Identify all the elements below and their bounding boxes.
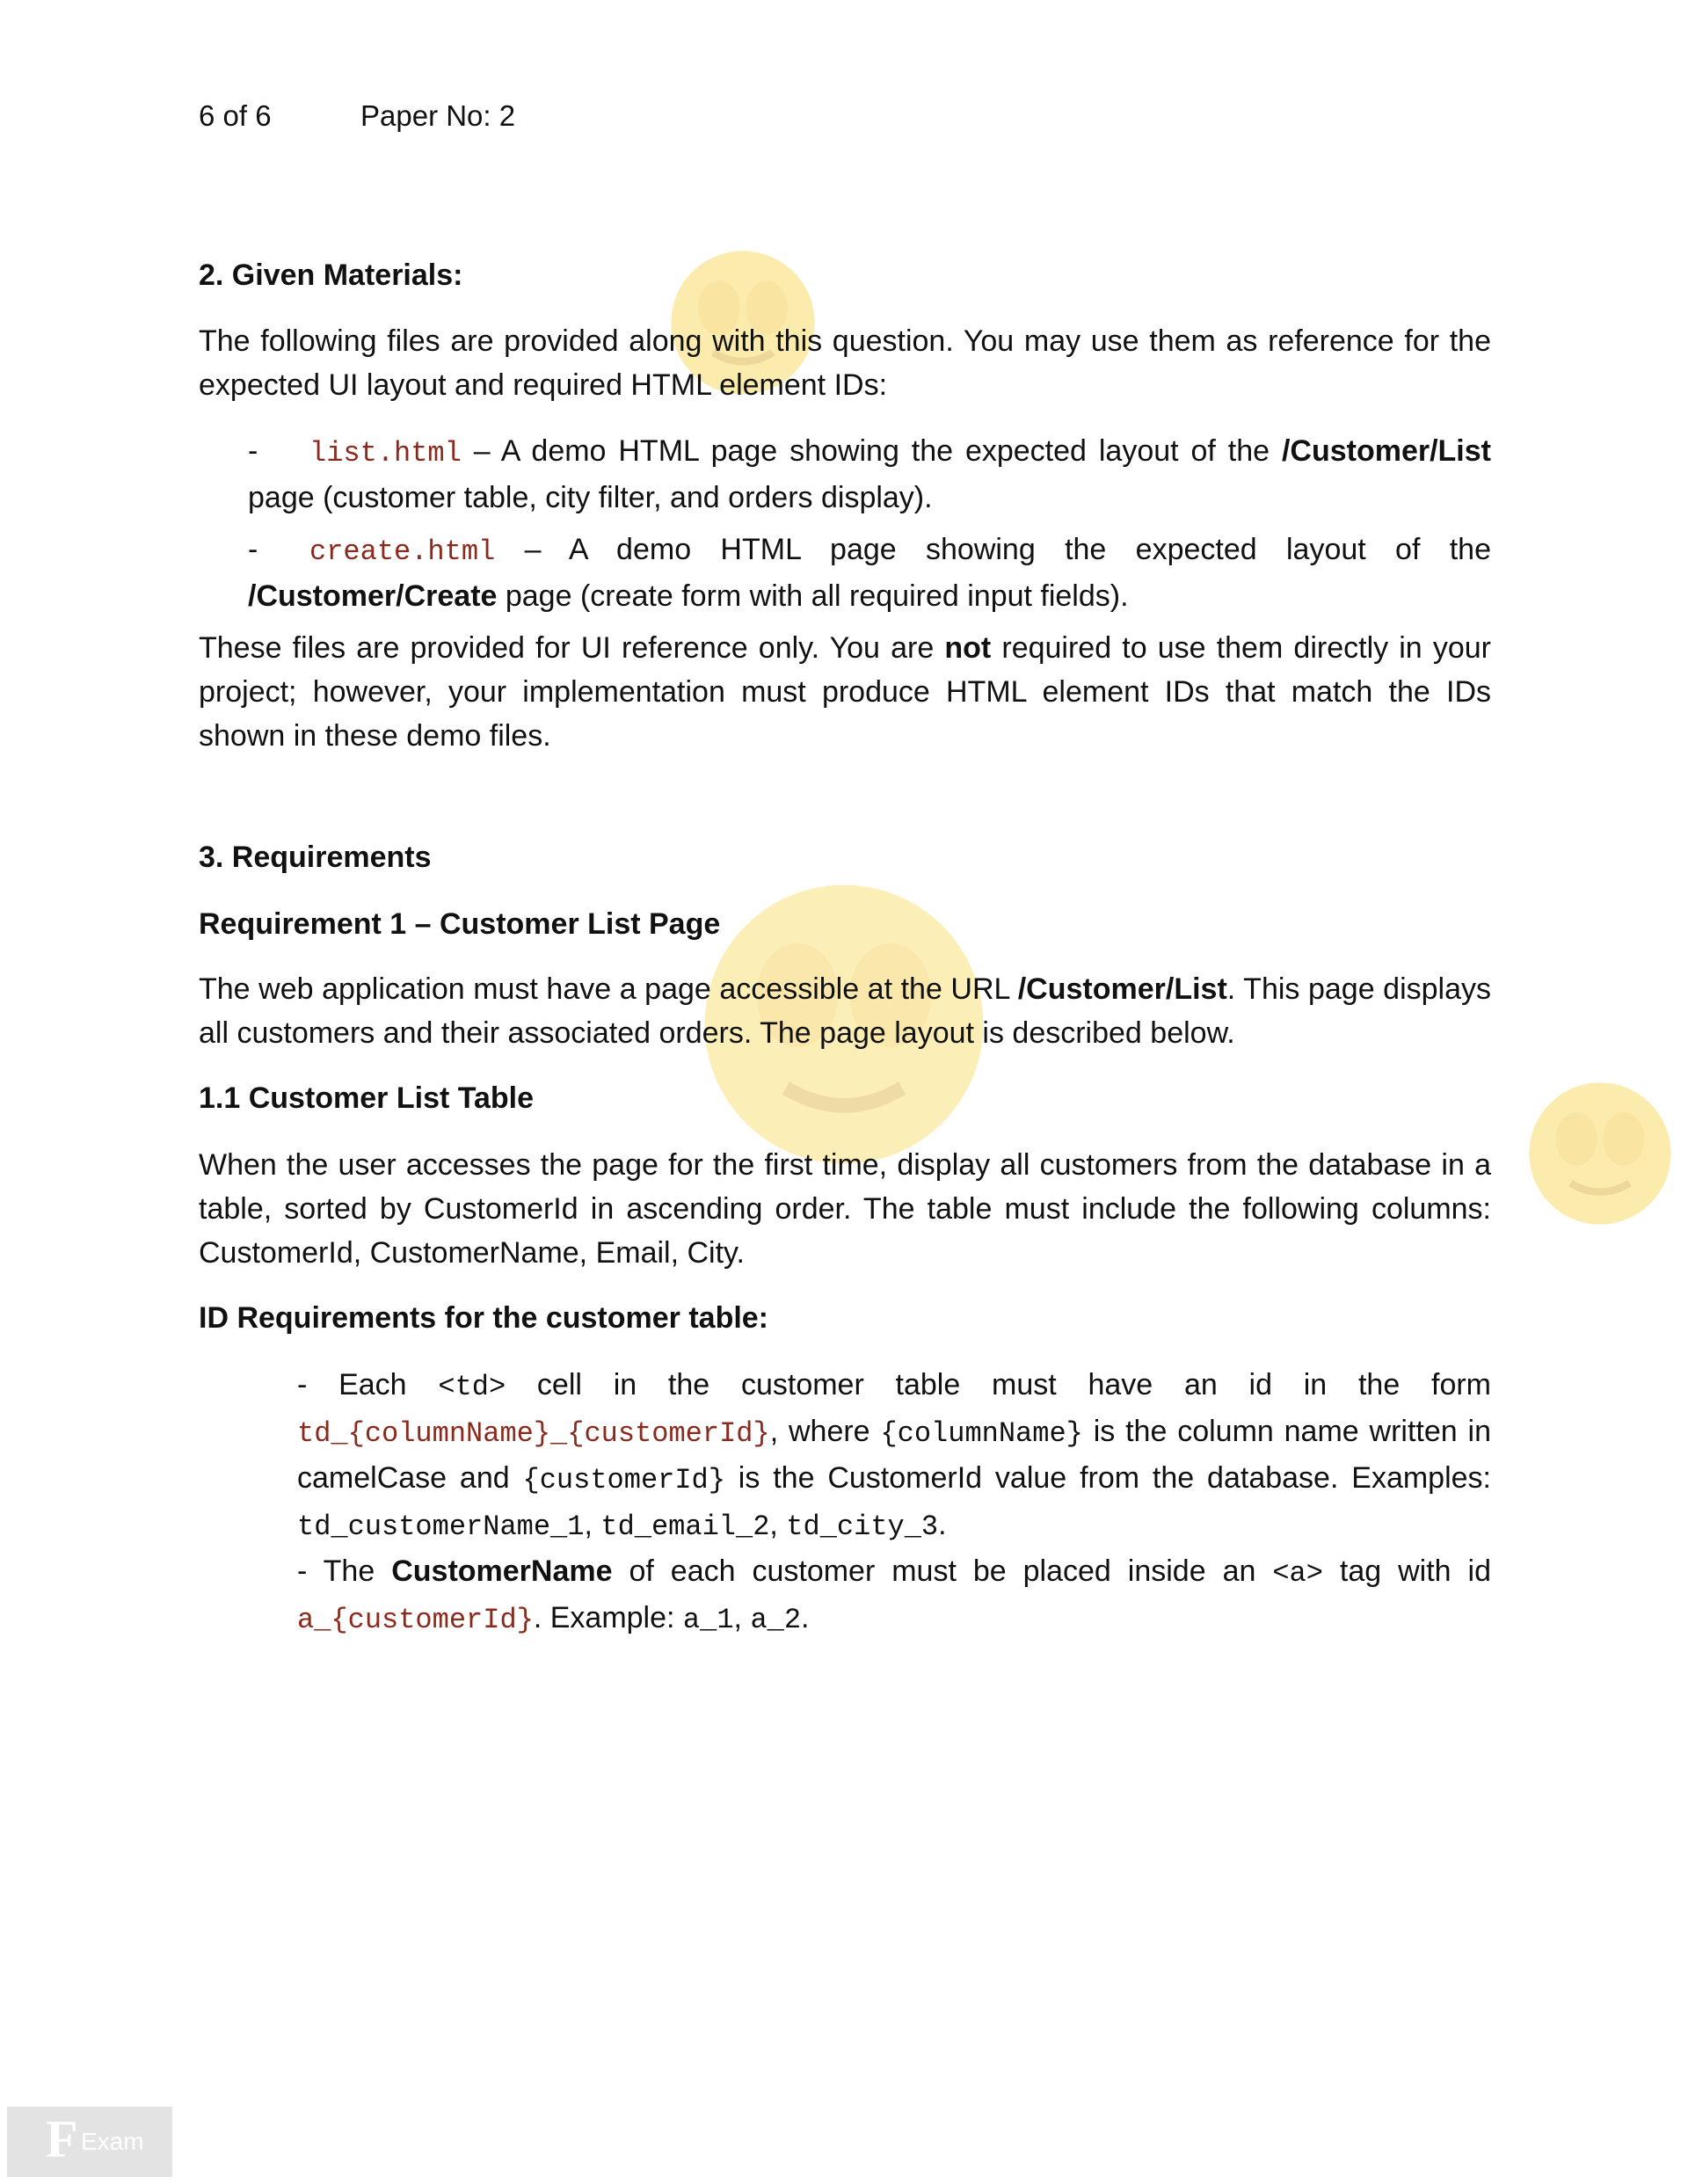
customer-list-table-text: When the user accesses the page for the first time, display all customers from the database in a table, sorted by CustomerId in ascending order. The table must include the following columns: CustomerId, CustomerName, Email, City. [199, 1148, 1491, 1270]
note-text: These files are provided for UI reference only. You are [199, 631, 945, 665]
text: . Example: [533, 1601, 683, 1634]
text: is the column name written in camelCase and [297, 1415, 1491, 1495]
bullet-dash: - [297, 1368, 308, 1401]
text: Each [307, 1368, 439, 1401]
emoji-watermark-icon [1526, 1080, 1674, 1227]
requirement-1-text [199, 967, 1491, 1055]
code-td-id-pattern: td_{columnName}_{customerId} [297, 1417, 770, 1450]
code-td-tag: <td> [438, 1371, 506, 1403]
filename-list-html: list.html [309, 437, 462, 470]
route-customer-create: /Customer/Create [248, 579, 498, 613]
text: tag with id [1322, 1554, 1491, 1588]
code-a-tag: <a> [1272, 1557, 1323, 1590]
req1-route: /Customer/List [1017, 972, 1227, 1006]
id-requirement-bullet-td [297, 1363, 1491, 1549]
req1-text-before: The web application must have a page accessible at the URL [199, 972, 1018, 1006]
req1-text-after: . This page displays all customers and their associated orders. The page layout is described below. [199, 972, 1491, 1050]
text: . [938, 1508, 947, 1541]
requirement-1-heading: Requirement 1 – Customer List Page [199, 907, 721, 941]
code-example-a1: a_1 [682, 1604, 734, 1636]
section-heading-requirements: 3. Requirements [199, 841, 432, 874]
code-a-id-pattern: a_{customerId} [297, 1604, 534, 1636]
section-heading-given-materials: 2. Given Materials: [199, 258, 463, 292]
filename-create-html: create.html [309, 535, 496, 568]
note-text-after: required to use them directly in your project; however, your implementation must produce HTML element IDs that match the IDs shown in these demo files. [199, 631, 1491, 753]
logo-word: Exam [81, 2128, 144, 2155]
text: of each customer must be placed inside an [612, 1554, 1273, 1588]
file-item-create [248, 528, 1491, 618]
note-bold: not [944, 631, 992, 665]
file-desc-before: – A demo HTML page showing the expected layout of the [524, 533, 1491, 566]
text: , [769, 1508, 787, 1541]
page-number: 6 of 6 [199, 99, 272, 132]
bullet-dash: - [297, 1554, 308, 1588]
logo-letter: F [46, 2110, 78, 2168]
bullet-dash: - [248, 434, 258, 468]
code-example-3: td_city_3 [786, 1511, 939, 1543]
code-example-1: td_customerName_1 [297, 1511, 585, 1543]
file-desc-before: – A demo HTML page showing the expected layout of the [473, 434, 1282, 468]
file-desc-after: page (customer table, city filter, and orders display). [248, 481, 933, 514]
text: , [733, 1601, 751, 1634]
text: , where [769, 1415, 881, 1448]
text: is the CustomerId value from the database. Examples: [724, 1461, 1491, 1495]
text: cell in the customer table must have an id in the form [506, 1368, 1492, 1401]
bold-customer-name: CustomerName [391, 1554, 613, 1588]
code-customer-id: {customerId} [522, 1464, 725, 1496]
text: , [584, 1508, 601, 1541]
paper-number: Paper No: 2 [360, 99, 516, 132]
id-requirement-bullet-a [297, 1549, 1491, 1642]
code-example-2: td_email_2 [600, 1511, 770, 1543]
subsection-heading-customer-list-table: 1.1 Customer List Table [199, 1081, 535, 1115]
text: . [801, 1601, 810, 1634]
bullet-dash: - [248, 533, 258, 566]
text: The [307, 1554, 392, 1588]
file-item-list [248, 429, 1491, 520]
given-materials-intro: The following files are provided along with this question. You may use them as reference for the expected UI layout and required HTML element IDs: [199, 324, 1491, 402]
file-desc-after: page (create form with all required input fields). [497, 579, 1129, 613]
id-requirements-heading: ID Requirements for the customer table: [199, 1301, 769, 1335]
code-column-name: {columnName} [880, 1417, 1083, 1450]
code-example-a2: a_2 [750, 1604, 802, 1636]
given-materials-note [199, 626, 1491, 758]
route-customer-list: /Customer/List [1281, 434, 1491, 468]
